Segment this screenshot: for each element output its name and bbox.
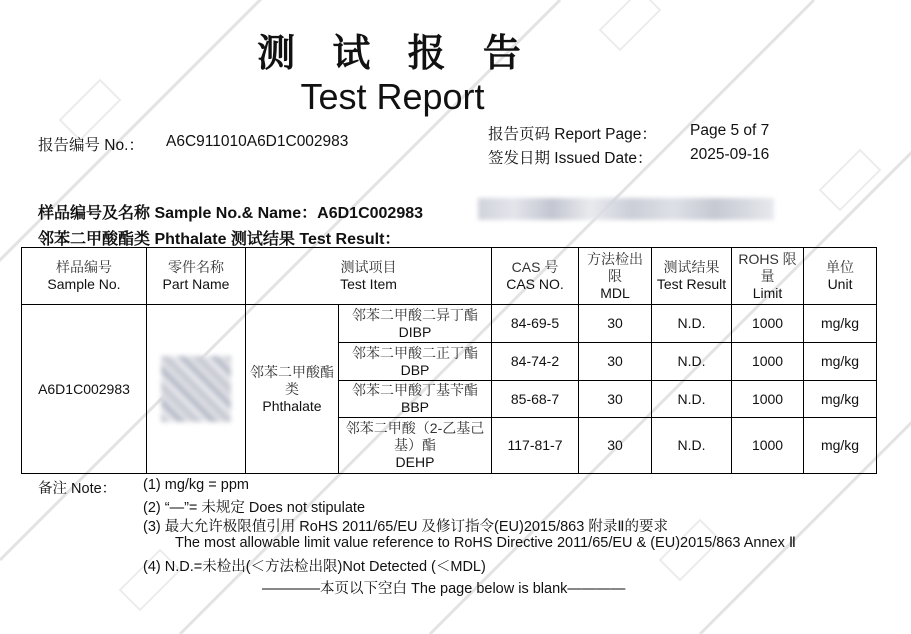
cell-result: N.D.	[652, 343, 732, 381]
cell-part-image	[147, 305, 246, 474]
report-no-label: 报告编号 No.：	[38, 137, 144, 154]
issued-date-label: 签发日期 Issued Date：	[488, 150, 653, 167]
cell-unit: mg/kg	[804, 381, 877, 418]
cell-mdl: 30	[579, 418, 652, 474]
cell-group: 邻苯二甲酸酯类 Phthalate	[246, 305, 339, 474]
cell-item: 邻苯二甲酸二异丁酯 DIBP	[339, 305, 492, 343]
header-limit: ROHS 限量 Limit	[732, 248, 804, 305]
redacted-sample-name	[478, 198, 774, 220]
blank-page-line: ————本页以下空白 The page below is blank————	[262, 581, 626, 597]
cell-unit: mg/kg	[804, 418, 877, 474]
cell-result: N.D.	[652, 305, 732, 343]
report-no: A6C911010A6D1C002983	[166, 133, 349, 150]
header-part-name: 零件名称 Part Name	[147, 248, 246, 305]
cell-unit: mg/kg	[804, 343, 877, 381]
sample-no: A6D1C002983	[317, 205, 424, 222]
cell-cas: 84-74-2	[492, 343, 579, 381]
redacted-part-image	[161, 356, 231, 422]
header-mdl: 方法检出限 MDL	[579, 248, 652, 305]
report-title-en: Test Report	[300, 76, 485, 117]
note-4: (4) N.D.=未检出(＜方法检出限)Not Detected (＜MDL)	[143, 559, 486, 575]
cell-item: 邻苯二甲酸（2-乙基己基）酯 DEHP	[339, 418, 492, 474]
report-title-cn: 测 试 报 告	[257, 31, 533, 75]
cell-mdl: 30	[579, 343, 652, 381]
note-3-en: The most allowable limit value reference to RoHS Directive 2011/65/EU & (EU)2015/863 Annex Ⅱ	[175, 535, 797, 551]
cell-limit: 1000	[732, 343, 804, 381]
cell-result: N.D.	[652, 381, 732, 418]
cell-sample-no: A6D1C002983	[22, 305, 147, 474]
cell-mdl: 30	[579, 381, 652, 418]
results-table	[21, 247, 877, 474]
table-header-row	[22, 248, 877, 305]
note-2: (2) “—”= 未规定 Does not stipulate	[143, 500, 366, 516]
note-1: (1) mg/kg = ppm	[143, 477, 249, 493]
cell-limit: 1000	[732, 418, 804, 474]
cell-cas: 84-69-5	[492, 305, 579, 343]
sample-label	[38, 200, 423, 223]
report-page-label: 报告页码 Report Page：	[488, 126, 657, 143]
notes-label: 备注 Note：	[38, 481, 117, 497]
issued-date: 2025-09-16	[690, 146, 770, 163]
section-title: 邻苯二甲酸酯类 Phthalate 测试结果 Test Result：	[38, 231, 401, 248]
header-test-result: 测试结果 Test Result	[652, 248, 732, 305]
table-row	[22, 305, 877, 343]
header-unit: 单位 Unit	[804, 248, 877, 305]
cell-mdl: 30	[579, 305, 652, 343]
note-3: (3) 最大允许极限值引用 RoHS 2011/65/EU 及修订指令(EU)2015/863 附录Ⅱ的要求	[143, 519, 668, 535]
cell-item: 邻苯二甲酸丁基苄酯 BBP	[339, 381, 492, 418]
header-cas-no: CAS 号 CAS NO.	[492, 248, 579, 305]
header-test-item: 测试项目 Test Item	[246, 248, 492, 305]
cell-cas: 85-68-7	[492, 381, 579, 418]
header-sample-no: 样品编号 Sample No.	[22, 248, 147, 305]
cell-item: 邻苯二甲酸二正丁酯 DBP	[339, 343, 492, 381]
report-page: Page 5 of 7	[690, 122, 770, 139]
cell-limit: 1000	[732, 381, 804, 418]
cell-cas: 117-81-7	[492, 418, 579, 474]
cell-unit: mg/kg	[804, 305, 877, 343]
cell-result: N.D.	[652, 418, 732, 474]
cell-limit: 1000	[732, 305, 804, 343]
sample-label-text: 样品编号及名称 Sample No.& Name：	[38, 205, 318, 222]
